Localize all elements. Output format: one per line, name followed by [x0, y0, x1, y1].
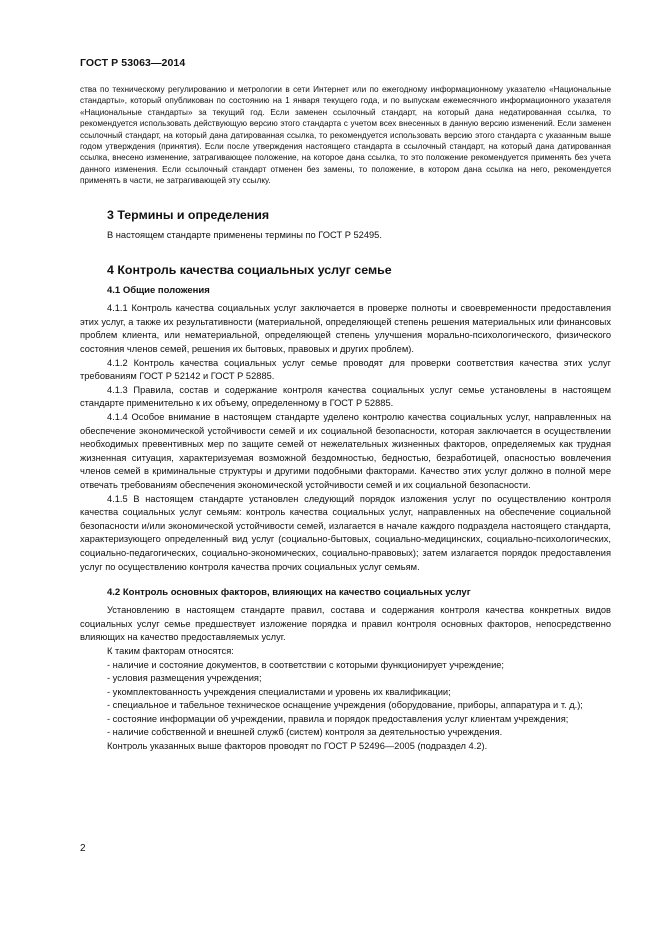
- factor-item: - укомплектованность учреждения специалистами и уровень их квалификации;: [107, 686, 451, 697]
- paragraph-4-1-4: 4.1.4 Особое внимание в настоящем стандарте уделено контролю качества социальных услуг, направленных на обеспечение экономической устойчивости семей и их социальной безопасности, которая заключается в осуществлении необходимых превентивных мер по защите семей от нежелательных жизненных факторов, определяемых как трудная жизненная ситуация, характеризуемая возможной бездомностью, бедностью, безработицей, опасностью вовлечения членов семей в криминальные структуры и другими подобными факторами. Качество этих услуг должно в полной мере отвечать требованиям обеспечения экономической устойчивости семей и их социальной безопасности.: [80, 412, 611, 490]
- section-4-title: 4 Контроль качества социальных услуг семье: [107, 263, 392, 278]
- closing-paragraph: Контроль указанных выше факторов проводят по ГОСТ Р 52496—2005 (подраздел 4.2).: [107, 741, 488, 752]
- factor-item: - состояние информации об учреждении, правила и порядок предоставления услуг клиентам учреждения;: [107, 713, 569, 724]
- page-number: 2: [80, 843, 86, 854]
- paragraph-4-1-5: 4.1.5 В настоящем стандарте установлен следующий порядок изложения услуг по осуществлению контроля качества социальных услуг семьям: контроль качества социальных услуг, направленных на обеспечение социальной безопасности и/или экономической устойчивости семей, излагается в начале каждого подраздела настоящего стандарта, характеризующего определенный вид услуг (социально-бытовых, социально-медицинских, социально-психологических, социально-педагогических, социально-экономических, социально-правовых); затем излагается порядок предоставления услуг по осуществлению контроля качества прочих социальных услуг семьям.: [80, 493, 611, 572]
- intro-paragraph: ства по техническому регулированию и метрологии в сети Интернет или по ежегодному информационному указателю «Национальные стандарты», который опубликован по состоянию на 1 января текущего года, и по выпускам ежемесячного информационного указателя «Национальные стандарты» за текущий год. Если заменен ссылочный стандарт, на который дана недатированная ссылка, то рекомендуется использовать действующую версию этого стандарта с учетом всех внесенных в данную версию изменений. Если заменен ссылочный стандарт, на который дана датированная ссылка, то рекомендуется использовать версию этого стандарта с указанным выше годом утверждения (принятия). Если после утверждения настоящего стандарта в ссылочный стандарт, на который дана датированная ссылка, внесено изменение, затрагивающее положение, на которое дана ссылка, то это положение рекомендуется применять без учета данного изменения. Если ссылочный стандарт отменен без замены, то положение, в котором дана ссылка на него, рекомендуется применять в части, не затрагивающей эту ссылку.: [80, 85, 611, 186]
- paragraph-4-1-3: 4.1.3 Правила, состав и содержание контроля качества социальных услуг семье установлены в настоящем стандарте применительно к их объему, определенному в ГОСТ Р 52885.: [80, 384, 611, 409]
- factors-lead: К таким факторам относятся:: [107, 645, 234, 656]
- section-3-text: В настоящем стандарте применены термины по ГОСТ Р 52495.: [107, 229, 382, 240]
- factor-item: - наличие собственной и внешней служб (систем) контроля за деятельностью учреждения.: [107, 727, 503, 738]
- factor-item: - условия размещения учреждения;: [107, 673, 262, 684]
- paragraph-4-1-1: 4.1.1 Контроль качества социальных услуг заключается в проверке полноты и своевременности предоставления этих услуг, а также их результативности (материальной, определяющей степень решения материальных или финансовых проблем клиента, или нематериальной, определяющей степень улучшения морально-психологического, физического состояния членов семей, решения их бытовых, правовых и других проблем).: [80, 303, 611, 355]
- paragraph-4-2-intro: Установлению в настоящем стандарте правил, состава и содержания контроля качества конкретных видов социальных услуг семье предшествует изложение порядка и правил контроля основных факторов, непосредственно влияющих на качество предоставляемых услуг.: [80, 605, 611, 643]
- subsection-4-1-title: 4.1 Общие положения: [107, 285, 210, 297]
- paragraph-4-1-2: 4.1.2 Контроль качества социальных услуг семье проводят для проверки соответствия качества этих услуг требованиям ГОСТ Р 52142 и ГОСТ Р 52885.: [80, 357, 611, 382]
- document-header: ГОСТ Р 53063—2014: [80, 57, 186, 69]
- document-body: [80, 84, 611, 754]
- factor-item: - специальное и табельное техническое оснащение учреждения (оборудование, приборы, аппаратура и т. д.);: [107, 700, 583, 711]
- factor-item: - наличие и состояние документов, в соответствии с которыми функционирует учреждение;: [107, 659, 505, 670]
- subsection-4-2-title: 4.2 Контроль основных факторов, влияющих на качество социальных услуг: [107, 587, 471, 599]
- section-3-title: 3 Термины и определения: [107, 207, 270, 222]
